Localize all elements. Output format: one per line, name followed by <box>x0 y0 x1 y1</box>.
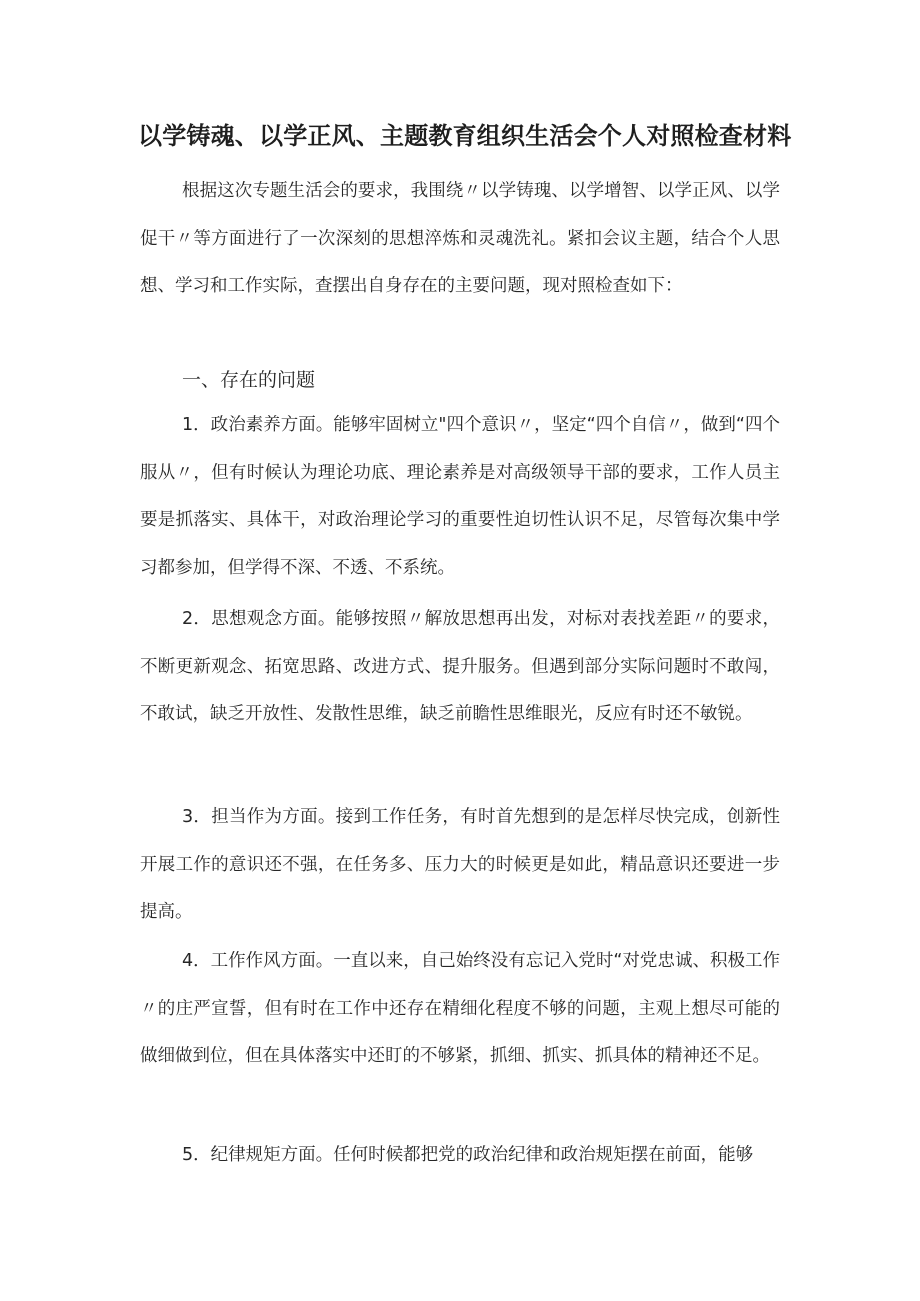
section-heading: 一、存在的问题 <box>182 369 316 391</box>
item-paragraph-4: 4．工作作风方面。一直以来，自己始终没有忘记入党时“对党忠诚、积极工作〃的庄严宣誓，但有时在工作中还存在精细化程度不够的问题，主观上想尽可能的做细做到位，但在具体落实中还盯的不够紧，抓细、抓实、抓具体的精神还不足。 <box>140 951 780 1066</box>
intro-paragraph: 根据这次专题生活会的要求，我围绕〃以学铸瑰、以学增智、以学正风、以学促干〃等方面进行了一次深刻的思想淬炼和灵魂洗礼。紧扣会议主题，结合个人思想、学习和工作实际，查摆出自身存在的主要问题，现对照检查如下： <box>140 181 780 296</box>
item-paragraph-5: 5．纪律规矩方面。任何时候都把党的政治纪律和政治规矩摆在前面，能够 <box>182 1145 754 1165</box>
item-paragraph-2: 2．思想观念方面。能够按照〃解放思想再出发，对标对表找差距〃的要求，不断更新观念、拓宽思路、改进方式、提升服务。但遇到部分实际问题时不敢闯，不敢试，缺乏开放性、发散性思维，缺乏前瞻性思维眼光，反应有时还不敏锐。 <box>140 609 780 724</box>
item-paragraph-3: 3．担当作为方面。接到工作任务，有时首先想到的是怎样尽快完成，创新性开展工作的意识还不强，在任务多、压力大的时候更是如此，精品意识还要进一步提高。 <box>140 807 780 922</box>
document-title: 以学铸魂、以学正风、主题教育组织生活会个人对照检查材料 <box>138 122 792 150</box>
item-paragraph-1: 1．政治素养方面。能够牢固树立"四个意识〃，坚定“四个自信〃，做到“四个服从〃，但有时候认为理论功底、理论素养是对高级领导干部的要求，工作人员主要是抓落实、具体干，对政治理论学习的重要性迫切性认识不足，尽管每次集中学习都参加，但学得不深、不透、不系统。 <box>140 415 780 578</box>
